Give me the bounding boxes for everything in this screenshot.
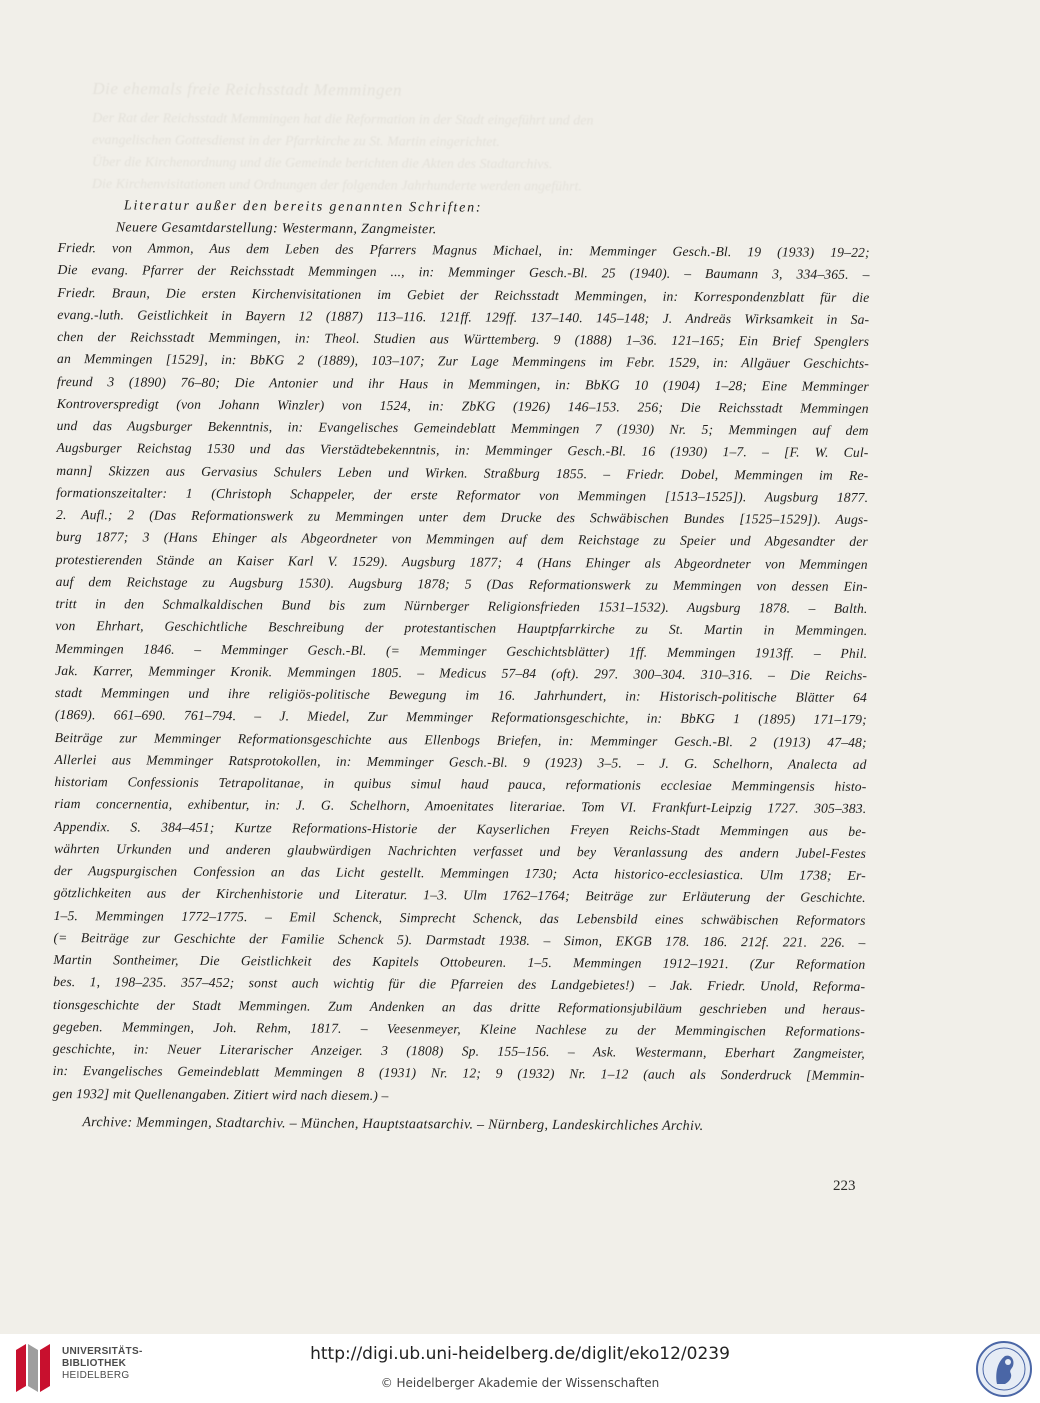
literature-line: Die evang. Pfarrer der Reichsstadt Memmingen ..., in: Memminger Gesch.-Bl. 25 (1940). – Baumann 3, 334–365. – xyxy=(57,262,870,283)
literature-line: burg 1877; 3 (Hans Ehinger als Abgeordneter von Memmingen auf dem Reichstage zu Speier und Abgesandter der xyxy=(55,529,868,550)
literature-line: freund 3 (1890) 76–80; Die Antonier und ihr Haus in Memmingen, in: BbKG 10 (1904) 1–28; Eine Memminger xyxy=(56,373,869,394)
literature-line: chen der Reichsstadt Memmingen, in: Theol. Studien aus Württemberg. 9 (1888) 1–36. 121–165; Ein Brief Spenglers xyxy=(57,328,870,349)
literature-line: Friedr. Braun, Die ersten Kirchenvisitationen im Gebiet der Reichsstadt Memmingen, in: Korrespondenzblatt für die xyxy=(57,284,870,305)
literature-line: Friedr. von Ammon, Aus dem Leben des Pfarrers Magnus Michael, in: Memminger Gesch.-Bl. 19 (1933) 19–22; xyxy=(57,239,870,260)
library-name-line: UNIVERSITÄTS- xyxy=(62,1346,143,1357)
literature-line: Augsburger Reichstag 1530 und das Vierstädtebekenntnis, in: Memminger Gesch.-Bl. 16 (1930) 1–7. – [F. W. Cul- xyxy=(56,440,869,461)
permalink-url[interactable]: http://digi.ub.uni-heidelberg.de/diglit/eko12/0239 xyxy=(310,1344,730,1364)
academy-seal-icon[interactable] xyxy=(975,1340,1033,1398)
literature-line: auf dem Reichstage zu Augsburg 1530). Augsburg 1878; 5 (Das Reformationswerk zu Memmingen von dessen Ein- xyxy=(55,573,868,594)
library-name-line: HEIDELBERG xyxy=(62,1370,130,1381)
footer-bar xyxy=(0,1334,1040,1403)
bleed-through-line: Der Rat der Reichsstadt Memmingen hat die Reformation in der Stadt eingeführt und den xyxy=(92,110,594,129)
literature-line: währten Urkunden und anderen glaubwürdigen Nachrichten verfasset und bey Veranlassung des andern Jubel-Festes xyxy=(53,840,867,861)
literature-line: Memmingen 1846. – Memminger Gesch.-Bl. (= Memminger Geschichtsblätter) 1ff. Memmingen 1913ff. – Phil. xyxy=(55,640,868,661)
literature-line: bes. 1, 198–235. 357–452; sonst auch wichtig für die Pfarreien des Landgebietes!) – Jak. Friedr. Unold, Reforma- xyxy=(53,974,866,995)
bleed-through-line: Die Kirchenvisitationen und Ordnungen der folgenden Jahrhunderte werden angeführt. xyxy=(91,176,582,195)
literature-line: an Memmingen [1529], in: BbKG 2 (1889), 103–107; Zur Lage Memmingens im Febr. 1529, in: Allgäuer Geschichts- xyxy=(56,351,870,372)
literature-line: riam concernentia, exhibentur, in: J. G. Schelhorn, Amoenitates literariae. Tom VI. Frankfurt-Leipzig 1727. 305–383. xyxy=(54,796,867,817)
literature-body xyxy=(52,237,869,1110)
archives-line: Archive: Memmingen, Stadtarchiv. – München, Hauptstaatsarchiv. – Nürnberg, Landeskirchliches Archiv. xyxy=(82,1114,704,1134)
literature-line: gegeben. Memmingen, Joh. Rehm, 1817. – Veesenmeyer, Kleine Nachlese zu der Memmingischen Reformations- xyxy=(52,1018,865,1039)
literature-line: protestierenden Stände an Kaiser Karl V. 1529). Augsburg 1877; 4 (Hans Ehinger als Abgeordneter von Memmingen xyxy=(55,551,868,572)
literature-line: geschichte, in: Neuer Literarischer Anzeiger. 3 (1808) Sp. 155–156. – Ask. Westermann, Eberhart Zangmeister, xyxy=(52,1040,865,1061)
literature-line: Beiträge zur Memminger Reformationsgeschichte aus Ellenbogs Briefen, in: Memminger Gesch.-Bl. 2 (1913) 47–48; xyxy=(54,729,867,750)
literature-line: und das Augsburger Bekenntnis, in: Evangelisches Gemeindeblatt Memmingen 7 (1930) Nr. 5; Memmingen auf dem xyxy=(56,417,869,438)
literature-section xyxy=(52,198,870,1136)
literature-line: gen 1932] mit Quellenangaben. Zitiert wird nach diesem.) – xyxy=(52,1085,389,1103)
page-number: 223 xyxy=(833,1178,856,1194)
literature-line: Jak. Karrer, Memminger Kronik. Memmingen 1805. – Medicus 57–84 (oft). 297. 300–304. 310–316. – Die Reichs- xyxy=(55,662,868,683)
literature-line: in: Evangelisches Gemeindeblatt Memmingen 8 (1931) Nr. 12; 9 (1932) Nr. 1–12 (auch als Sonderdruck [Memmin- xyxy=(52,1063,865,1084)
literature-line: historiam Confessionis Tetrapolitanae, in quibus simul haud pauca, reformationis ecclesiae Memmingensis histo- xyxy=(54,773,867,794)
copyright-notice: © Heidelberger Akademie der Wissenschaften xyxy=(380,1376,660,1390)
literature-line: (1869). 661–690. 761–794. – J. Miedel, Zur Memminger Reformationsgeschichte, in: BbKG 1 (1895) 171–179; xyxy=(54,707,867,728)
literature-line: formationszeitalter: 1 (Christoph Schappeler, der erste Reformator von Memmingen [1513–1525]). Augsburg 1877. xyxy=(56,484,869,505)
bleed-through-line: evangelischen Gottesdienst in der Pfarrkirche zu St. Martin eingerichtet. xyxy=(92,132,500,151)
library-name-line: BIBLIOTHEK xyxy=(62,1358,127,1369)
literature-line: Kontroverspredigt (von Johann Winzler) von 1524, in: ZbKG (1926) 146–153. 256; Die Reichsstadt Memmingen xyxy=(56,395,869,416)
literature-line: 1–5. Memmingen 1772–1775. – Emil Schenck, Simprecht Schenck, das Lebensbild eines schwäbischen Reformators xyxy=(53,907,866,928)
literature-line: Allerlei aus Memminger Ratsprotokollen, in: Memminger Gesch.-Bl. 9 (1923) 3–5. – J. G. Schelhorn, Analecta ad xyxy=(54,751,867,772)
literature-line: Martin Sontheimer, Die Geistlichkeit des Kapitels Ottobeuren. 1–5. Memmingen 1912–1921. (Zur Reformation xyxy=(53,951,866,972)
literature-line: tionsgeschichte der Stadt Memmingen. Zum Andenken an das dritte Reformationsjubiläum geschrieben und heraus- xyxy=(53,996,866,1017)
literature-line: Appendix. S. 384–451; Kurtze Reformations-Historie der Kayserlichen Freyen Reichs-Stadt Memmingen aus be- xyxy=(54,818,867,839)
literature-line: stadt Memmingen und ihre religiös-politische Bewegung im 16. Jahrhundert, in: Historisch-politische Blätter 64 xyxy=(54,684,868,705)
literature-line: götzlichkeiten aus der Kirchenhistorie und Literatur. 1–3. Ulm 1762–1764; Beiträge zur Erläuterung der Geschichte. xyxy=(53,885,866,906)
literature-line: tritt in den Schmalkaldischen Bund bis zum Nürnberger Religionsfrieden 1531–1532). Augsburg 1878. – Balth. xyxy=(55,595,868,616)
literature-line: 2. Aufl.; 2 (Das Reformationswerk zu Memmingen unter dem Drucke des Schwäbischen Bundes [1525–1529]). Augs- xyxy=(56,506,869,527)
literature-line: der Augspurgischen Confession an das Licht gestellt. Memmingen 1730; Acta historico-ecclesiastica. Ulm 1738; Er- xyxy=(53,862,866,883)
literature-line: mann] Skizzen aus Gervasius Schulers Leben und Wirken. Straßburg 1855. – Friedr. Dobel, Memmingen im Re- xyxy=(56,462,869,483)
literature-heading: Literatur außer den bereits genannten Schriften: xyxy=(123,198,483,216)
bleed-through-title: Die ehemals freie Reichsstadt Memmingen xyxy=(92,78,403,100)
literature-line: evang.-luth. Geistlichkeit in Bayern 12 (1887) 113–116. 121ff. 129ff. 137–140. 145–148; J. Andreäs Wirksamkeit in Sa- xyxy=(57,306,870,327)
literature-line: von Ehrhart, Geschichtliche Beschreibung der protestantischen Hauptpfarrkirche zu St. Martin in Memmingen. xyxy=(55,618,868,639)
bleed-through-line: Über die Kirchenordnung und die Gemeinde berichten die Akten des Stadtarchivs. xyxy=(91,154,553,173)
literature-subheading: Neuere Gesamtdarstellung: Westermann, Zangmeister. xyxy=(115,220,437,238)
literature-line: (= Beiträge zur Geschichte der Familie Schenck 5). Darmstadt 1938. – Simon, EKGB 178. 186. 212f. 221. 226. – xyxy=(53,929,866,950)
